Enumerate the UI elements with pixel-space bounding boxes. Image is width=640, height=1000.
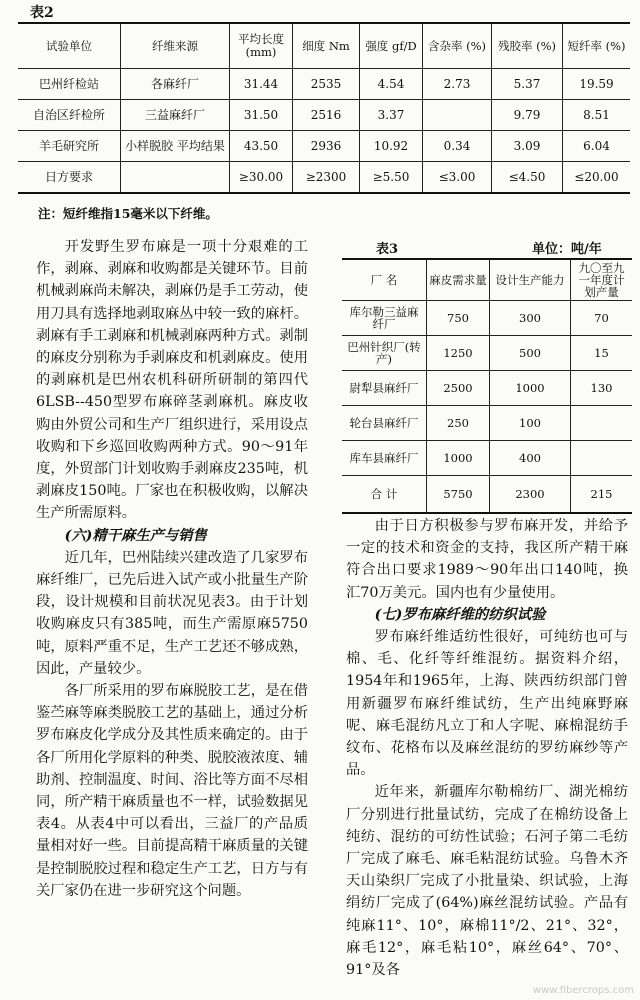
- table-cell: 0.34: [423, 131, 492, 162]
- table-cell: 8.51: [563, 100, 631, 131]
- table-cell: ≥2300: [293, 162, 360, 194]
- table-header-cell: 设计生产能力: [490, 259, 571, 301]
- table-row: [18, 69, 630, 100]
- table-header-cell: 九〇至九一年度计划产量: [571, 259, 633, 301]
- table-cell: 500: [490, 336, 571, 371]
- table-cell: 43.50: [230, 131, 293, 162]
- right-column: [346, 515, 628, 981]
- table-cell: 5.37: [492, 69, 563, 100]
- table-header-cell: 含杂率 (%): [423, 23, 492, 69]
- table-cell: 2516: [293, 100, 360, 131]
- table-cell: ≤3.00: [423, 162, 492, 194]
- table-header-cell: 厂 名: [370, 273, 398, 287]
- table-cell: [121, 162, 230, 194]
- table3-unit: 单位：吨/年: [532, 242, 602, 257]
- table-cell: 2.73: [423, 69, 492, 100]
- table-cell: 31.44: [230, 69, 293, 100]
- table-row: [342, 441, 632, 476]
- table-cell: 合 计: [370, 487, 398, 501]
- table-header-cell: 纤维来源: [121, 23, 230, 69]
- table-cell: 库车县麻纤厂: [349, 451, 419, 465]
- table-row: [18, 162, 630, 194]
- table-cell: [571, 406, 633, 441]
- left-column: [36, 236, 308, 902]
- table-cell: 130: [571, 371, 633, 406]
- table-row: [342, 371, 632, 406]
- paragraph: 由于日方积极参与罗布麻开发，并给予一定的技术和资金的支持，我区所产精干麻符合出口要求1989～90年出口140吨，换汇70万美元。国内也有少量使用。: [346, 518, 628, 601]
- table-cell: 轮台县麻纤厂: [349, 416, 419, 430]
- section-heading: (七)罗布麻纤维的纺织试验: [374, 606, 546, 623]
- table-total-row: [342, 476, 632, 514]
- table-cell: 1000: [427, 441, 490, 476]
- table-cell: 6.04: [563, 131, 631, 162]
- table-cell: 4.54: [360, 69, 423, 100]
- table-cell: 巴州针织厂(转产): [347, 340, 421, 366]
- table-cell: 巴州纤检站: [38, 76, 99, 91]
- table2-note: 注：短纤维指15毫米以下纤维。: [38, 206, 218, 221]
- table-header-cell: 细度 Nm: [293, 23, 360, 69]
- table-cell: [423, 100, 492, 131]
- table-cell: 10.92: [360, 131, 423, 162]
- table-cell: 15: [571, 336, 633, 371]
- table-cell: 自治区纤检所: [32, 107, 105, 122]
- table-2: [18, 22, 630, 194]
- table-header-cell: 试验单位: [46, 38, 92, 53]
- table-3: [342, 258, 632, 514]
- paragraph: 各厂所采用的罗布麻脱胶工艺，是在借鉴苎麻等麻类脱胶工艺的基础上，通过分析罗布麻皮化学成分及其性质来确定的。由于各厂所用化学原料的种类、脱胶液浓度、辅助剂、控制温度、时间、浴比等方面不尽相同，所产精干麻质量也不一样，试验数据见表4。从表4中可以看出，三益厂的产品质量相对好一些。目前提高精干麻质量的关键是控制脱胶过程和稳定生产工艺，日方与有关厂家仍在进一步研究这个问题。: [36, 683, 308, 899]
- table-cell: 1000: [490, 371, 571, 406]
- table-cell: 300: [490, 301, 571, 336]
- table-cell: 19.59: [563, 69, 631, 100]
- table-row: [342, 301, 632, 336]
- table-cell: 日方要求: [44, 169, 93, 184]
- paragraph: 开发野生罗布麻是一项十分艰难的工作，剥麻、剥麻和收购都是关键环节。目前机械剥麻尚未解决，剥麻仍是手工劳动，使用刀具有选择地剥取麻丛中较一致的麻杆。剥麻有手工剥麻和机械剥麻两种方式。剥制的麻皮分别称为手剥麻皮和机剥麻皮。使用的剥麻机是巴州农机科研所研制的第四代6LSB--450型罗布麻碎茎剥麻机。麻皮收购由外贸公司和生产厂组织进行，采用设点收购和下乡巡回收购两种方式。90～91年度，外贸部门计划收购手剥麻皮235吨，机剥麻皮150吨。厂家也在积极收购，以解决生产所需原料。: [36, 239, 308, 522]
- table-cell: 库尔勒三益麻纤厂: [349, 305, 419, 331]
- table-cell: 3.37: [360, 100, 423, 131]
- table-header-row: [18, 23, 630, 69]
- table-cell: ≤4.50: [492, 162, 563, 194]
- table-cell: 2535: [293, 69, 360, 100]
- table-header-cell: 残胶率 (%): [492, 23, 563, 69]
- table-cell: ≤20.00: [563, 162, 631, 194]
- table-cell: 31.50: [230, 100, 293, 131]
- section-heading: (六)精干麻生产与销售: [64, 527, 207, 544]
- table-cell: 羊毛研究所: [38, 138, 99, 153]
- table-cell: ≥30.00: [230, 162, 293, 194]
- table-cell: 400: [490, 441, 571, 476]
- table-cell: 250: [427, 406, 490, 441]
- table-header-row: [342, 259, 632, 301]
- table-cell: 尉犁县麻纤厂: [349, 381, 419, 395]
- table-row: [342, 406, 632, 441]
- table-cell: 各麻纤厂: [121, 69, 230, 100]
- table-row: [18, 131, 630, 162]
- paragraph: 罗布麻纤维适纺性很好，可纯纺也可与棉、毛、化纤等纤维混纺。据资料介绍，1954年和1965年，上海、陕西纺织部门曾用新疆罗布麻纤维试纺，生产出纯麻野麻呢、麻毛混纺凡立丁和人字呢、麻棉混纺手纹布、花格布以及麻丝混纺的罗纺麻纱等产品。: [346, 629, 628, 779]
- table-header-cell: 短纤率 (%): [563, 23, 631, 69]
- table-cell: [571, 441, 633, 476]
- table-header-cell: 强度 gf/D: [360, 23, 423, 69]
- table-cell: 70: [571, 301, 633, 336]
- table-row: [18, 100, 630, 131]
- table3-label: 表3: [376, 242, 399, 257]
- table-header-cell: 麻皮需求量: [427, 259, 490, 301]
- table-cell: 3.09: [492, 131, 563, 162]
- watermark: www.fibercrops.com: [532, 985, 634, 996]
- table-cell: ≥5.50: [360, 162, 423, 194]
- table-cell: 215: [571, 476, 633, 514]
- table-row: [342, 336, 632, 371]
- table-cell: 1250: [427, 336, 490, 371]
- paragraph: 近几年，巴州陆续兴建改造了几家罗布麻纤维厂，已先后进入试产或小批量生产阶段，设计规模和目前状况见表3。由于计划收购麻皮只有385吨，而生产需原麻5750吨，原料严重不足，生产工艺还不够成熟，因此，产量较少。: [36, 549, 308, 677]
- table-cell: 9.79: [492, 100, 563, 131]
- table-header-cell: 平均长度 (mm): [230, 23, 293, 69]
- table-cell: 2500: [427, 371, 490, 406]
- paragraph: 近年来，新疆库尔勒棉纺厂、湖光棉纺厂分别进行批量试纺，完成了在棉纺设备上纯纺、混纺的可纺性试验；石河子第二毛纺厂完成了麻毛、麻毛粘混纺试验。乌鲁木齐天山染织厂完成了小批量染、织试验，上海绢纺厂完成了(64%)麻丝混纺试验。产品有纯麻11°、10°，麻棉11°/2、21°、32°，麻毛12°，麻毛粘10°，麻丝64°、70°、91°及各: [346, 784, 628, 979]
- table-cell: 2936: [293, 131, 360, 162]
- table-cell: 2300: [490, 476, 571, 514]
- table-cell: 5750: [427, 476, 490, 514]
- table-cell: 三益麻纤厂: [121, 100, 230, 131]
- table-cell: 100: [490, 406, 571, 441]
- table2-label: 表2: [30, 5, 54, 21]
- table-cell: 750: [427, 301, 490, 336]
- table-cell: 小样脱胶 平均结果: [121, 131, 230, 162]
